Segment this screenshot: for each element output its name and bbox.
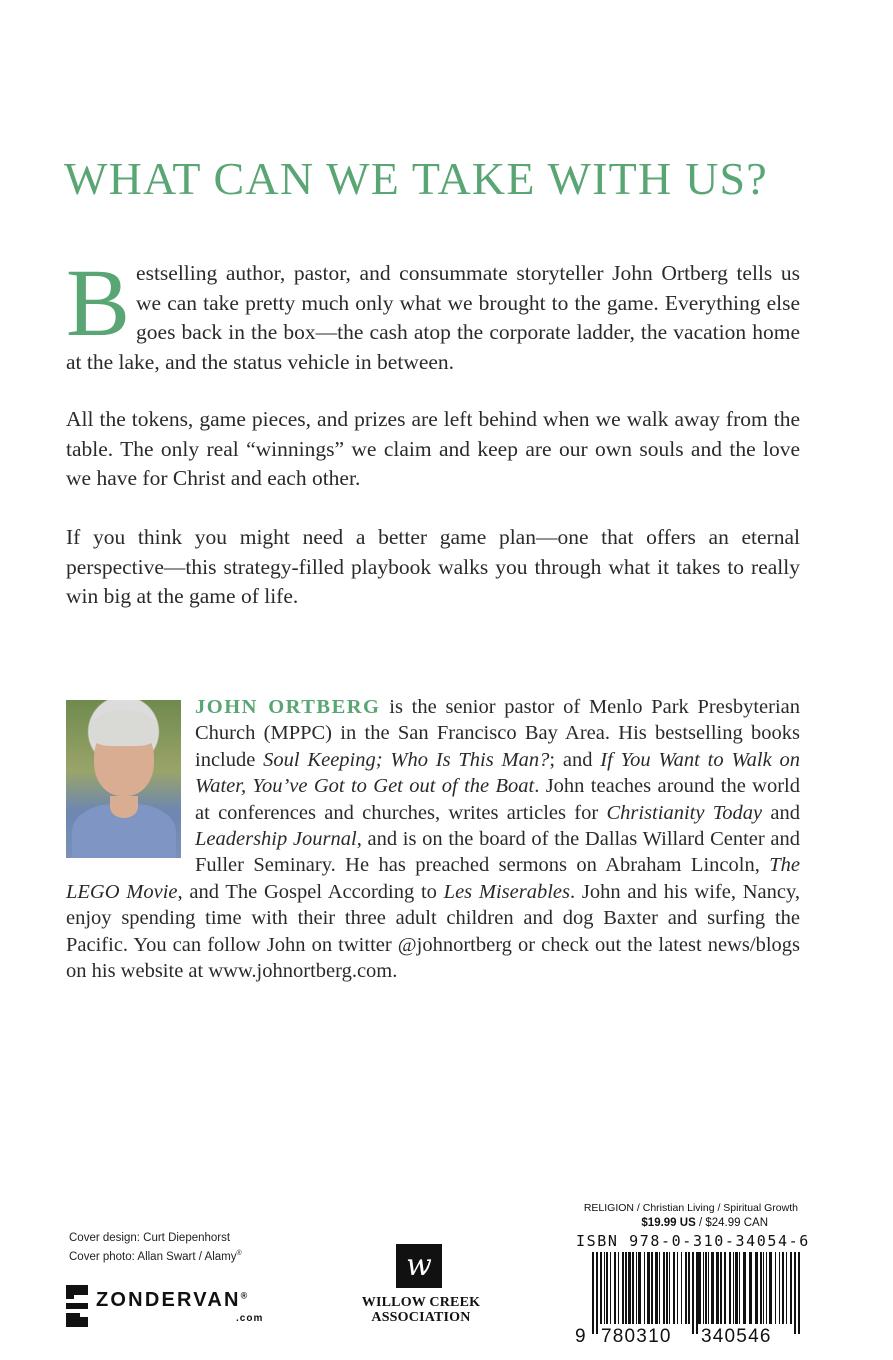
drop-cap: B	[66, 249, 131, 356]
barcode	[572, 1252, 804, 1348]
bio-text: is the senior pastor of Menlo Park Presbyterian Church (MPPC) in the San Francisco Bay Area. His bestselling books include	[195, 696, 801, 771]
willow-creek-name-line1: WILLOW CREEK	[361, 1295, 481, 1310]
willow-creek-mark-icon	[396, 1244, 442, 1288]
author-name: JOHN ORTBERG	[195, 696, 381, 718]
bio-text: ; and	[549, 748, 601, 771]
paragraph-intro	[66, 249, 800, 377]
author-photo	[66, 700, 181, 858]
willow-creek-glyph: w	[406, 1248, 432, 1283]
isbn-number: ISBN 978-0-310-34054-6	[576, 1232, 810, 1250]
bio-text: . John teaches around the world at conferences and churches, writes articles for	[195, 775, 801, 824]
headline: WHAT CAN WE TAKE WITH US?	[64, 153, 768, 204]
paragraph-tokens: All the tokens, game pieces, and prizes are left behind when we walk away from the table. The only real “winnings” we claim and keep are our own souls and the love we have for Christ and each other.	[66, 407, 800, 490]
zondervan-mark-icon	[66, 1285, 88, 1327]
publication-title: Christianity Today	[606, 801, 763, 824]
bio-text: . John and his wife, Nancy, enjoy spending time with their three adult children and dog Baxter and surfing the Pacific. You can follow John on twitter @johnortberg or check out the latest news/blogs on his website at www.johnortberg.com.	[66, 880, 800, 983]
zondervan-domain: .com	[236, 1313, 264, 1324]
willow-creek-name-line2: ASSOCIATION	[371, 1310, 471, 1325]
paragraph-game-plan: If you think you might need a better game plan—one that offers an eternal perspective—this strategy-filled playbook walks you through what it takes to really win big at the game of life.	[66, 525, 800, 608]
cover-design-credit: Cover design: Curt Diepenhorst	[69, 1232, 231, 1244]
musical-title: Les Miserables	[443, 880, 571, 903]
barcode-left-group: 780310	[601, 1326, 672, 1347]
barcode-icon	[572, 1252, 804, 1334]
zondervan-logo	[66, 1283, 296, 1333]
registered-mark: ®	[236, 1250, 242, 1257]
barcode-digits	[572, 1326, 804, 1348]
category: RELIGION / Christian Living / Spiritual Growth	[583, 1202, 798, 1214]
cover-photo-credit	[69, 1246, 242, 1265]
price	[641, 1217, 768, 1229]
book-title: Soul Keeping; Who Is This Man?	[263, 748, 550, 771]
cover-photo-credit-text: Cover photo: Allan Swart / Alamy	[69, 1250, 237, 1263]
price-us: $19.99 US	[641, 1217, 696, 1229]
price-can: / $24.99 CAN	[695, 1217, 768, 1229]
registered-mark: ®	[240, 1290, 250, 1301]
isbn-block	[560, 1202, 810, 1352]
publication-title: Leadership Journal	[195, 828, 357, 851]
book-title: If You Want to Walk on Water, You’ve Got to Get out of the Boat	[195, 748, 800, 798]
author-bio	[66, 694, 800, 984]
bio-text: , and The Gospel According to	[177, 880, 444, 903]
zondervan-name: ZONDERVAN	[96, 1289, 241, 1311]
willow-creek-logo	[356, 1244, 486, 1344]
film-title: The LEGO Movie	[66, 854, 800, 903]
barcode-right-group: 340546	[701, 1326, 772, 1347]
cover-credits	[69, 1231, 242, 1265]
bio-text: , and is on the board of the Dallas Willard Center and Fuller Seminary. He has preached sermons on Abraham Lincoln,	[195, 828, 800, 877]
bio-text: and	[762, 801, 800, 824]
barcode-lead-digit: 9	[575, 1326, 587, 1347]
paragraph-intro-text: estselling author, pastor, and consummate storyteller John Ortberg tells us we can take pretty much only what we brought to the game. Everything else goes back in the box—the cash atop the corporate ladder, the vacation home at the lake, and the status vehicle in between.	[66, 261, 800, 374]
zondervan-wordmark	[96, 1289, 249, 1312]
